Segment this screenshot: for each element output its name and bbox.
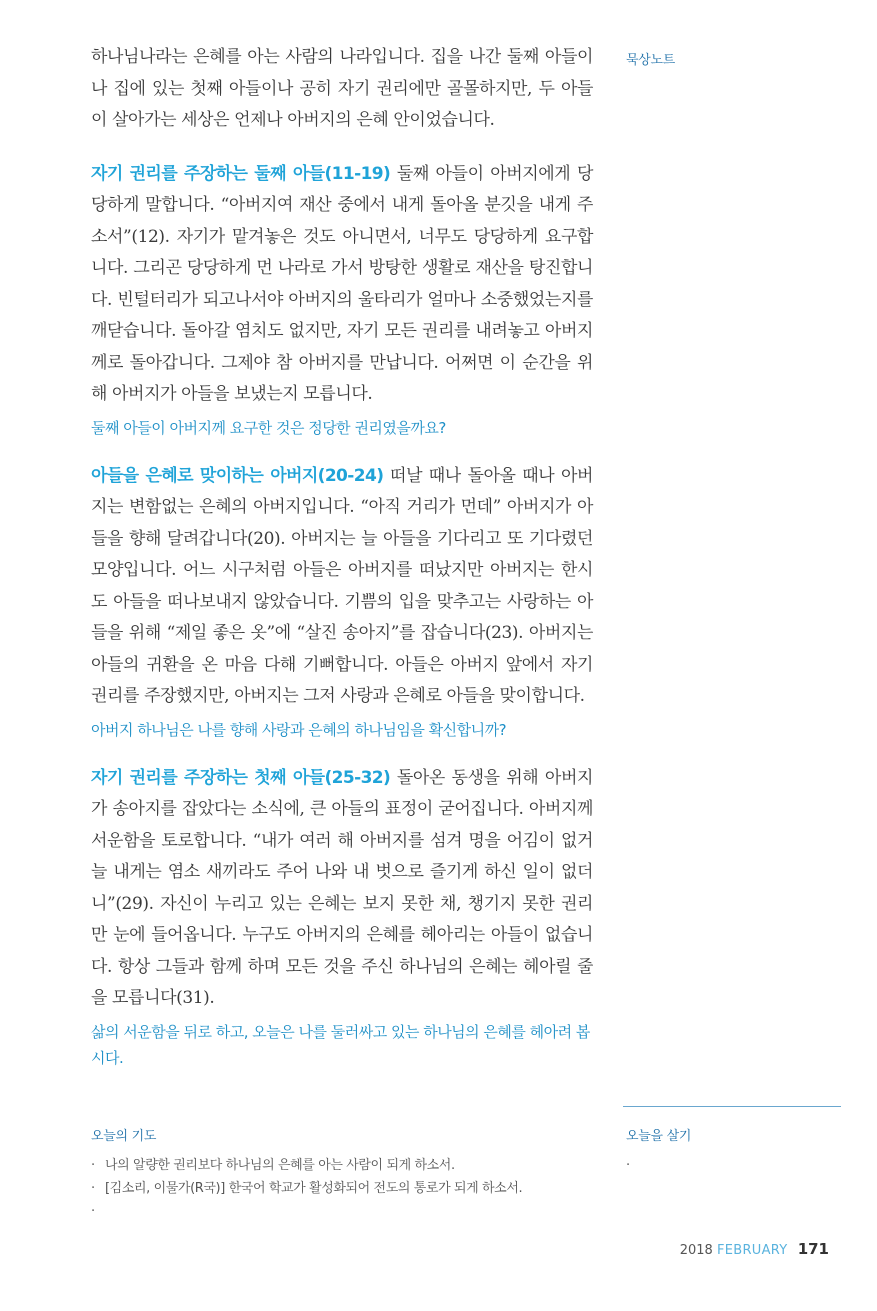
meditation-note-label: 묵상노트 <box>626 53 676 68</box>
bullet-dot: · <box>91 1204 95 1219</box>
section-3-paragraph <box>91 763 593 1015</box>
section-2-question: 아버지 하나님은 나를 향해 사랑과 은혜의 하나님임을 확신합니까? <box>91 720 507 739</box>
living-today-section <box>626 1125 836 1177</box>
section-2-heading: 아들을 은혜로 맞이하는 아버지(20-24) <box>91 465 384 486</box>
living-today-list <box>626 1154 836 1177</box>
living-divider <box>623 1106 841 1107</box>
prayer-section <box>91 1125 611 1223</box>
prayer-item <box>91 1200 611 1223</box>
intro-paragraph: 하나님나라는 은혜를 아는 사람의 나라입니다. 집을 나간 둘째 아들이나 집에 있는 첫째 아들이나 공히 자기 권리에만 골몰하지만, 두 아들이 살아가는 세상은 언제나 아버지의 은혜 안이었습니다. <box>91 47 593 130</box>
prayer-item <box>91 1177 611 1200</box>
section-3-body: 돌아온 동생을 위해 아버지가 송아지를 잡았다는 소식에, 큰 아들의 표정이 굳어집니다. 아버지께 서운함을 토로합니다. “내가 여러 해 아버지를 섬겨 명을 어김이 없거늘 내게는 염소 새끼라도 주어 나와 내 벗으로 즐기게 하신 일이 없더니”(29). 자신이 누리고 있는 은혜는 보지 못한 채, 챙기지 못한 권리만 눈에 들어옵니다. 누구도 아버지의 은혜를 헤아리는 아들이 없습니다. 항상 그들과 함께 하며 모든 것을 주신 하나님의 은혜는 헤아릴 줄을 모릅니다(31). <box>91 767 593 1008</box>
footer-month: FEBRUARY <box>716 1243 788 1258</box>
spacer <box>91 441 593 461</box>
prayer-title: 오늘의 기도 <box>91 1129 157 1144</box>
section-2-body: 떠날 때나 돌아올 때나 아버지는 변함없는 은혜의 아버지입니다. “아직 거리가 먼데” 아버지가 아들을 향해 달려갑니다(20). 아버지는 늘 아들을 기다리고 또 기다렸던 모양입니다. 어느 시구처럼 아들은 아버지를 떠났지만 아버지는 한시도 아들을 떠나보내지 않았습니다. 기쁨의 입을 맞추고는 사랑하는 아들을 위해 “제일 좋은 옷”에 “살진 송아지”를 잡습니다(23). 아버지는 아들의 귀환을 온 마음 다해 기뻐합니다. 아들은 아버지 앞에서 자기 권리를 주장했지만, 아버지는 그저 사랑과 은혜로 아들을 맞이합니다. <box>91 465 593 706</box>
section-1-body: 둘째 아들이 아버지에게 당당하게 말합니다. “아버지여 재산 중에서 내게 돌아올 분깃을 내게 주소서”(12). 자기가 맡겨놓은 것도 아니면서, 너무도 당당하게 요구합니다. 그리곤 당당하게 먼 나라로 가서 방탕한 생활로 재산을 탕진합니다. 빈털터리가 되고나서야 아버지의 울타리가 얼마나 소중했었는지를 깨닫습니다. 돌아갈 염치도 없지만, 자기 모든 권리를 내려놓고 아버지께로 돌아갑니다. 그제야 참 아버지를 만납니다. 어쩌면 이 순간을 위해 아버지가 아들을 보냈는지 모릅니다. <box>91 163 593 404</box>
section-3-heading: 자기 권리를 주장하는 첫째 아들(25-32) <box>91 767 391 788</box>
section-1-paragraph <box>91 159 593 411</box>
footer-year: 2018 <box>679 1243 713 1258</box>
spacer <box>91 137 593 159</box>
page-number: 171 <box>797 1240 829 1258</box>
bullet-dot: · <box>626 1158 630 1173</box>
spacer <box>91 743 593 763</box>
living-today-title: 오늘을 살기 <box>626 1129 692 1144</box>
prayer-list <box>91 1154 611 1223</box>
bullet-dot: · <box>91 1181 95 1196</box>
section-1-heading: 자기 권리를 주장하는 둘째 아들(11-19) <box>91 163 391 184</box>
section-1-question: 둘째 아들이 아버지께 요구한 것은 정당한 권리였을까요? <box>91 418 446 437</box>
main-content <box>91 42 593 1071</box>
prayer-item <box>91 1154 611 1177</box>
prayer-item-text: [김소리, 이물가(R국)] 한국어 학교가 활성화되어 전도의 통로가 되게 하소서. <box>105 1181 523 1196</box>
bullet-dot: · <box>91 1158 95 1173</box>
page-footer <box>680 1240 829 1258</box>
section-3-question: 삶의 서운함을 뒤로 하고, 오늘은 나를 둘러싸고 있는 하나님의 은혜를 헤아려 봅시다. <box>91 1022 590 1067</box>
prayer-item-text: 나의 알량한 권리보다 하나님의 은혜를 아는 사람이 되게 하소서. <box>105 1158 455 1173</box>
living-item <box>626 1154 836 1177</box>
section-2-paragraph <box>91 461 593 713</box>
